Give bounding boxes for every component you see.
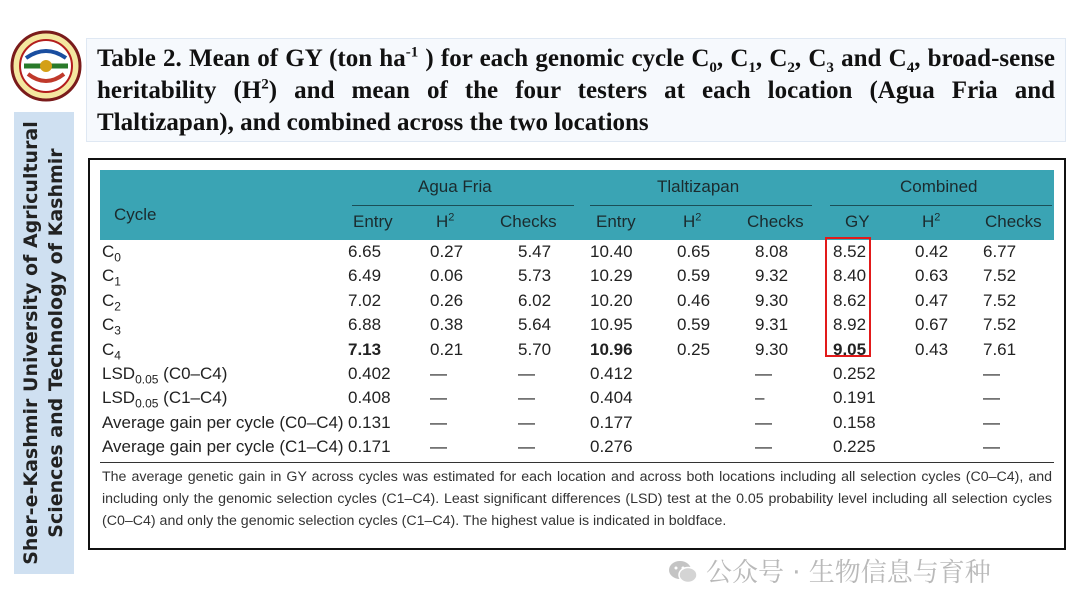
table-cell: 0.276 [590,437,633,457]
table-cell: — [983,412,1000,432]
cycle-column-header: Cycle [114,205,157,224]
footnote-divider [100,462,1054,463]
table-cell: 10.95 [590,315,633,335]
row-label: $C_4$ [102,339,121,362]
subheader-checks: Checks [747,212,804,231]
subheader-h2: $H^2$ [922,211,941,231]
slide-title-box [86,38,1066,142]
table-cell: 0.47 [915,290,949,310]
table-cell: 0.158 [833,412,876,432]
table-cell: — [983,364,1000,383]
subheader-checks: Checks [985,212,1042,231]
table-cell: 5.64 [518,315,552,335]
table-cell: 7.61 [983,339,1017,359]
table-cell: — [983,388,1000,408]
table-cell: 6.49 [348,266,382,286]
table-cell: 8.62 [833,290,867,310]
subheader-gy: GY [845,212,870,231]
watermark [668,552,991,589]
table-cell: 9.30 [755,290,789,310]
table-title: Table 2. Mean of GY (ton $ha^{-1}$ ) for each genomic cycle $C_0$, $C_1$, $C_2$, $C_3$ and $C_4$, broad-sense heritability $(H^2)$ and mean of the four testers at each location (Agua Fria and Tlaltizapan), and combined across the two locations [97,44,1055,136]
data-table [88,158,1066,550]
table-cell: 0.63 [915,266,949,286]
table-cell: 0.408 [348,388,391,408]
table-cell: 9.05 [833,339,867,359]
table-cell: — [430,437,447,457]
table-cell: 8.08 [755,242,789,261]
group-header-agua-fria: Agua Fria [418,177,492,196]
table-cell: 9.31 [755,315,789,335]
table-cell: 6.02 [518,290,552,310]
table-cell: 0.131 [348,412,391,432]
wechat-icon [668,559,698,585]
table-cell: — [430,364,447,383]
table-cell: — [430,412,447,432]
table-cell: 8.40 [833,266,867,286]
table-cell: 10.20 [590,290,633,310]
table-cell: — [518,412,535,432]
table-footnote: The average genetic gain in GY across cycles was estimated for each location and across both locations including all selection cycles (C0–C4), and including only the genomic selection cycles (C1–C4). Least significant differences (LSD) test at the 0.05 probability level including all selection cycles (C0–C4) and only the genomic selection cycles (C1–C4). The highest value is indicated in boldface. [102,469,1052,529]
subheader-h2: $H^2$ [436,211,455,231]
table-cell: 9.32 [755,266,789,286]
table-cell: 0.38 [430,315,464,335]
highlight-box-gy [825,237,871,357]
group-header-combined: Combined [900,177,978,196]
table-cell: 10.29 [590,266,633,286]
table-cell: 0.225 [833,437,876,457]
table-cell: — [755,437,772,457]
table-cell: 0.26 [430,290,464,310]
table-cell: 0.43 [915,339,949,359]
table-cell: 0.59 [677,266,711,286]
row-label: $LSD_{0.05}$ (C1–C4) [102,388,228,411]
table-cell: 0.25 [677,339,711,359]
table-cell: 0.191 [833,388,876,408]
subheader-h2: $H^2$ [683,211,702,231]
table-cell: 8.52 [833,242,867,261]
table-cell: 0.402 [348,364,391,383]
table-cell: 10.96 [590,339,633,359]
table-cell: 8.92 [833,315,867,335]
row-label: Average gain per cycle (C1–C4) [102,437,344,457]
table-cell: 9.30 [755,339,789,359]
table-cell: 0.46 [677,290,711,310]
table-cell: — [518,388,535,408]
table-cell: 0.42 [915,242,949,261]
group-underline-combined [830,205,1052,206]
table-cell: 0.67 [915,315,949,335]
table-cell: 6.88 [348,315,382,335]
table-cell: – [755,388,765,408]
table-cell: — [755,364,772,383]
university-name-line1: Sher-e-Kashmir University of Agricultural [20,121,42,565]
row-label: $LSD_{0.05}$ (C0–C4) [102,364,228,387]
row-label: $C_3$ [102,315,121,338]
table-cell: 0.412 [590,364,633,383]
university-name-band [14,112,74,574]
table-cell: 7.13 [348,339,382,359]
table-cell: 0.59 [677,315,711,335]
group-underline-agua-fria [352,205,574,206]
university-name-line2: Sciences and Technology of Kashmir [45,148,67,538]
table-header [100,170,1054,240]
table-cell: 6.65 [348,242,382,261]
row-label: $C_0$ [102,242,121,265]
table-cell: 10.40 [590,242,633,261]
table-cell: — [518,437,535,457]
table-cell: 7.52 [983,266,1017,286]
table-cell: 0.27 [430,242,464,261]
university-logo [10,30,82,102]
table-cell: — [430,388,447,408]
table-cell: 0.65 [677,242,711,261]
row-label: $C_2$ [102,290,121,314]
group-header-tlaltizapan: Tlaltizapan [657,177,740,196]
table-cell: 0.252 [833,364,876,383]
table-cell: 7.52 [983,315,1017,335]
table-cell: 0.21 [430,339,464,359]
table-cell: 6.77 [983,242,1017,261]
table-cell: 7.02 [348,290,382,310]
table-cell: 5.47 [518,242,552,261]
subheader-entry: Entry [596,212,636,231]
subheader-checks: Checks [500,212,557,231]
row-label: Average gain per cycle (C0–C4) [102,412,344,432]
watermark-text: 公众号 · 生物信息与育种 [706,558,991,588]
table-cell: — [983,437,1000,457]
table-cell: — [755,412,772,432]
table-cell: 5.73 [518,266,552,286]
table-cell: 5.70 [518,339,552,359]
table-cell: — [518,364,535,383]
group-underline-tlaltizapan [590,205,812,206]
table-cell: 0.404 [590,388,633,408]
table-cell: 0.171 [348,437,391,457]
subheader-entry: Entry [353,212,393,231]
table-cell: 0.06 [430,266,464,286]
table-cell: 7.52 [983,290,1017,310]
row-label: $C_1$ [102,266,121,289]
table-cell: 0.177 [590,412,633,432]
